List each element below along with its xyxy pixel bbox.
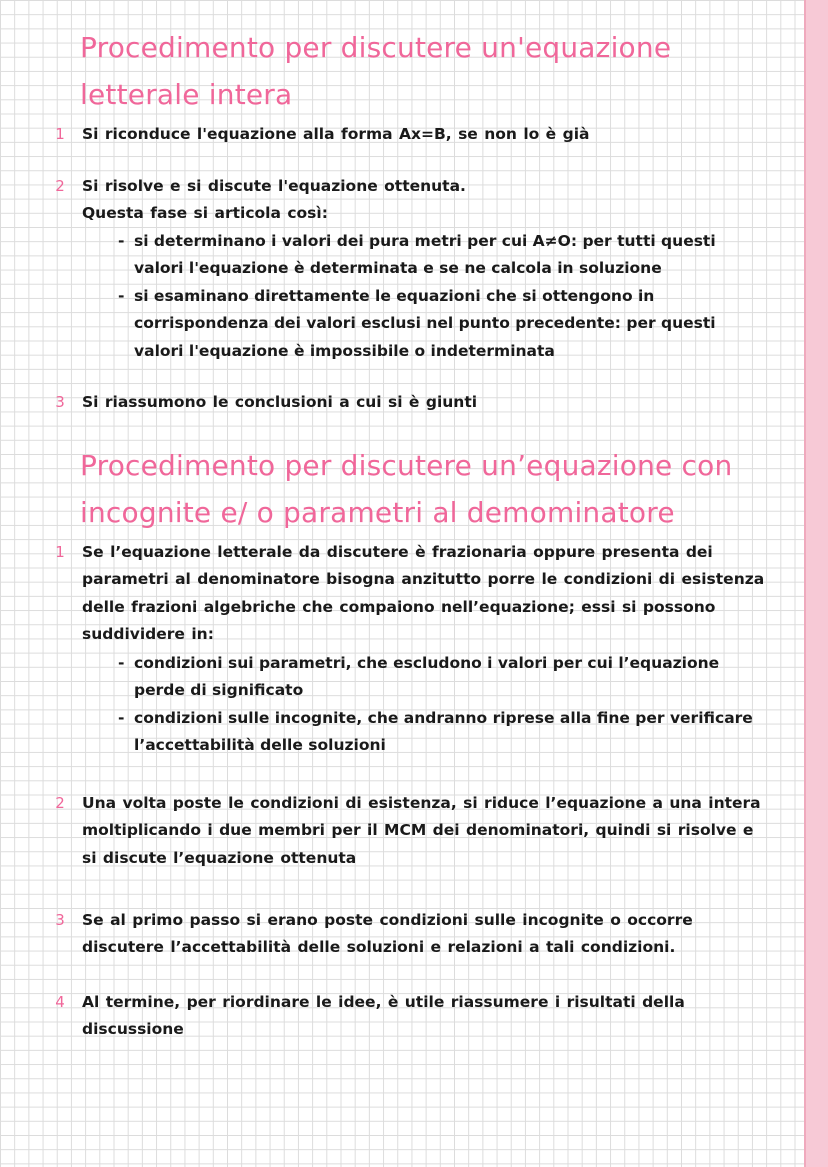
section1-title-line2: letterale intera — [80, 78, 293, 111]
section2-item3-text: Se al primo passo si erano poste condizioni sulle incognite o occorre discutere l’accettabilità delle soluzioni e relazioni a tali condizioni. — [82, 911, 693, 957]
section1-item3-number: 3 — [55, 393, 65, 411]
section2-item4-number: 4 — [55, 993, 65, 1011]
section1-item2-text-line2: Questa fase si articola così: — [82, 204, 328, 222]
section1-item1-number: 1 — [55, 125, 65, 143]
section2-bullet1-text: condizioni sui parametri, che escludono i valori per cui l’equazione perde di significato — [134, 654, 720, 700]
section1-bullet2 — [118, 283, 738, 365]
section2-title-line1: Procedimento per discutere un’equazione con — [80, 449, 733, 482]
section2-item1-number: 1 — [55, 543, 65, 561]
section2-bullet2-text: condizioni sulle incognite, che andranno riprese alla fine per verificare l’accettabilità delle soluzioni — [134, 709, 753, 755]
page-margin-strip — [804, 0, 828, 1167]
section1-bullet1-text: si determinano i valori dei pura metri per cui A≠O: per tutti questi valori l'equazione è determinata e se ne calcola in soluzione — [134, 232, 716, 278]
bullet-dash: - — [118, 232, 125, 250]
section2-title-line2: incognite e/ o parametri al demominatore — [80, 496, 675, 529]
section2-item2-number: 2 — [55, 794, 65, 812]
section2-bullet1 — [118, 650, 738, 705]
bullet-dash: - — [118, 709, 125, 727]
section2-item3-number: 3 — [55, 911, 65, 929]
bullet-dash: - — [118, 287, 125, 305]
section2-bullet2 — [118, 705, 768, 760]
section1-item1-text: Si riconduce l'equazione alla forma Ax=B, se non lo è già — [82, 125, 590, 143]
section1-item3-text: Si riassumono le conclusioni a cui si è giunti — [82, 393, 478, 411]
section2-item1-text: Se l’equazione letterale da discutere è frazionaria oppure presenta dei parametri al denominatore bisogna anzitutto porre le condizioni di esistenza delle frazioni algebriche che compaiono nell’equazione; essi si possono suddividere in: — [82, 543, 765, 643]
section1-bullet2-text: si esaminano direttamente le equazioni che si ottengono in corrispondenza dei valori esclusi nel punto precedente: per questi valori l'equazione è impossibile o indeterminata — [134, 287, 716, 360]
section1-title-line1: Procedimento per discutere un'equazione — [80, 31, 672, 64]
section2-item4-text: Al termine, per riordinare le idee, è utile riassumere i risultati della discussione — [82, 993, 685, 1039]
section1-item2-number: 2 — [55, 177, 65, 195]
bullet-dash: - — [118, 654, 125, 672]
section1-bullet1 — [118, 228, 738, 283]
section1-item2-text-line1: Si risolve e si discute l'equazione ottenuta. — [82, 177, 466, 195]
section2-item2-text: Una volta poste le condizioni di esistenza, si riduce l’equazione a una intera moltiplicando i due membri per il MCM dei denominatori, quindi si risolve e si discute l’equazione ottenuta — [82, 794, 761, 867]
